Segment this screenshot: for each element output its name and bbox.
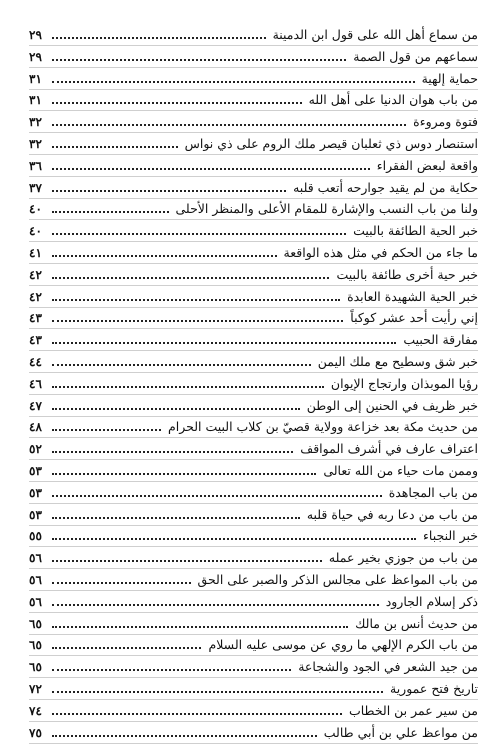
- toc-entry[interactable]: [29, 546, 478, 569]
- toc-entry[interactable]: [29, 677, 478, 700]
- toc-entry-page: ٣٢: [29, 115, 42, 130]
- toc-entry-page: ٣٧: [29, 180, 42, 195]
- dot-leader: [52, 146, 178, 148]
- toc-entry-page: ٤٢: [29, 289, 42, 304]
- dot-leader: [52, 582, 191, 584]
- dot-leader: [52, 560, 322, 562]
- dot-leader: [52, 386, 324, 388]
- toc-entry-title: خبر الحية الشهيدة العابدة: [347, 288, 478, 304]
- toc-entry[interactable]: [29, 263, 478, 286]
- dot-leader: [52, 517, 300, 519]
- toc-entry-page: ٤٣: [29, 333, 42, 348]
- toc-entry-page: ٢٩: [29, 28, 42, 42]
- toc-entry[interactable]: [29, 45, 478, 68]
- toc-entry[interactable]: [29, 350, 478, 373]
- toc-entry-page: ٧٤: [29, 703, 42, 718]
- dot-leader: [52, 735, 317, 737]
- dot-leader: [52, 604, 379, 606]
- toc-entry-page: ٤٣: [29, 311, 42, 326]
- toc-entry-title: خبر حية أخرى طائفة بالبيت: [336, 266, 478, 282]
- toc-entry[interactable]: [29, 633, 478, 656]
- toc-entry-title: ولنا من باب النسب والإشارة للمقام الأعلى والمنظر الأحلى: [175, 201, 478, 217]
- toc-entry-title: رؤيا الموبذان وارتجاج الإيوان: [330, 375, 478, 391]
- toc-entry[interactable]: [29, 67, 478, 90]
- toc-entry-title: إني رأيت أحد عشر كوكباً: [350, 310, 478, 326]
- toc-entry-page: ٣١: [29, 93, 42, 108]
- toc-entry[interactable]: [29, 132, 478, 155]
- toc-entry[interactable]: [29, 394, 478, 417]
- toc-entry[interactable]: [29, 88, 478, 111]
- toc-entry-page: ٤٦: [29, 376, 42, 391]
- toc-entry-page: ٤٠: [29, 202, 42, 217]
- dot-leader: [52, 124, 406, 126]
- toc-entry[interactable]: [29, 655, 478, 678]
- toc-entry-title: ما جاء من الحكم في مثل هذه الواقعة: [283, 245, 478, 260]
- toc-entry-title: من باب من جوزي بخير عمله: [328, 550, 478, 566]
- toc-entry-title: من باب المواعظ على مجالس الذكر والصبر على الحق: [197, 572, 478, 587]
- toc-entry-page: ٦٥: [29, 616, 42, 631]
- dot-leader: [52, 473, 316, 475]
- toc-entry[interactable]: [29, 415, 478, 438]
- dot-leader: [52, 299, 340, 301]
- toc-entry-page: ٥٢: [29, 442, 42, 457]
- dot-leader: [52, 495, 382, 497]
- dot-leader: [52, 320, 343, 322]
- toc-entry[interactable]: [29, 437, 478, 460]
- dot-leader: [52, 408, 300, 410]
- toc-entry-page: ٤٨: [29, 420, 42, 435]
- dot-leader: [52, 255, 277, 257]
- toc-entry[interactable]: [29, 197, 478, 220]
- dot-leader: [52, 81, 415, 83]
- toc-entry-title: حكاية من لم يقيد جوارحه أتعب قلبه: [293, 179, 478, 195]
- toc-entry[interactable]: [29, 481, 478, 504]
- dot-leader: [52, 59, 346, 61]
- toc-entry[interactable]: [29, 699, 478, 722]
- dot-leader: [52, 626, 348, 628]
- toc-entry-title: تاريخ فتح عمورية: [390, 681, 478, 696]
- dot-leader: [52, 647, 201, 649]
- toc-entry-page: ٥٣: [29, 464, 42, 478]
- toc-entry[interactable]: [29, 328, 478, 351]
- dot-leader: [52, 691, 383, 693]
- toc-entry-title: من سير عمر بن الخطاب: [348, 702, 478, 718]
- toc-entry-page: ٣١: [29, 71, 42, 86]
- toc-entry-page: ٥٣: [29, 485, 42, 500]
- toc-entry-title: مفارقة الحبيب: [403, 332, 478, 348]
- dot-leader: [52, 233, 346, 235]
- dot-leader: [52, 669, 291, 671]
- toc-entry-page: ٥٦: [29, 551, 42, 566]
- toc-entry[interactable]: [29, 721, 478, 744]
- toc-entry-title: وممن مات حياء من الله تعالى: [323, 463, 478, 478]
- toc-entry[interactable]: [29, 306, 478, 329]
- toc-entry-title: من سماع أهل الله على قول ابن الدمينة: [272, 27, 478, 42]
- toc-entry-title: من حديث أنس بن مالك: [355, 615, 478, 631]
- toc-entry[interactable]: [29, 176, 478, 199]
- toc-entry-page: ٧٢: [29, 682, 42, 696]
- toc-entry-page: ٥٦: [29, 573, 42, 587]
- dot-leader: [52, 277, 329, 279]
- toc-entry[interactable]: [29, 568, 478, 591]
- toc-entry-page: ٤٢: [29, 267, 42, 282]
- toc-entry-title: استنصار دوس ذي ثعلبان قيصر ملك الروم على ذي نواس: [184, 136, 478, 151]
- toc-entry[interactable]: [29, 241, 478, 264]
- dot-leader: [52, 713, 342, 715]
- dot-leader: [52, 37, 266, 39]
- toc-entry[interactable]: [29, 23, 478, 46]
- toc-entry-page: ٦٥: [29, 638, 42, 653]
- toc-entry-page: ٤١: [29, 246, 42, 260]
- toc-entry-title: من باب المجاهدة: [388, 484, 478, 500]
- toc-entry-title: خبر ظريف في الحنين إلى الوطن: [306, 397, 478, 413]
- toc-entry-page: ٤٧: [29, 398, 42, 413]
- toc-entry-page: ٥٦: [29, 594, 42, 609]
- toc-entry-page: ٧٥: [29, 725, 42, 740]
- toc-entry-title: من باب هوان الدنيا على أهل الله: [308, 92, 478, 108]
- toc-entry[interactable]: [29, 110, 478, 133]
- toc-entry-page: ٥٥: [29, 529, 42, 544]
- toc-entry-page: ٤٤: [29, 355, 42, 369]
- dot-leader: [52, 211, 169, 213]
- dot-leader: [52, 364, 311, 366]
- toc-entry-title: خبر شق وسطيح مع ملك اليمن: [317, 354, 478, 369]
- toc-entry-title: من حديث مكة بعد خزاعة وولاية قصيّ بن كلاب البيت الحرام: [168, 419, 478, 435]
- dot-leader: [52, 538, 416, 540]
- toc-entry[interactable]: [29, 612, 478, 635]
- toc-entry-title: من مواعظ علي بن أبي طالب: [323, 724, 478, 740]
- toc-entry-page: ٤٠: [29, 224, 42, 239]
- toc-entry-title: اعتراف عارف في أشرف المواقف: [300, 441, 478, 457]
- dot-leader: [52, 429, 161, 431]
- toc-entry[interactable]: [29, 372, 478, 395]
- toc-entry[interactable]: [29, 503, 478, 526]
- toc-entry-page: ٦٥: [29, 660, 42, 675]
- dot-leader: [52, 190, 286, 192]
- toc-entry[interactable]: [29, 219, 478, 242]
- toc-entry-title: من باب من دعا ربه في حياة قلبه: [306, 506, 478, 522]
- toc-entry[interactable]: [29, 459, 478, 482]
- toc-entry-title: فتوة ومروءة: [413, 114, 478, 130]
- toc-entry[interactable]: [29, 590, 478, 613]
- dot-leader: [52, 342, 396, 344]
- dot-leader: [52, 168, 370, 170]
- toc-entry-page: ٣٢: [29, 137, 42, 151]
- dot-leader: [52, 451, 293, 453]
- toc-entry-title: من باب الكرم الإلهي ما روي عن موسى عليه السلام: [208, 637, 478, 653]
- toc-entry[interactable]: [29, 154, 478, 177]
- toc-entry-title: خبر النجباء: [423, 528, 478, 544]
- toc-entry-title: واقعة لبعض الفقراء: [376, 157, 478, 173]
- toc-entry-page: ٢٩: [29, 49, 42, 64]
- toc-entry-title: ذكر إسلام الجارود: [385, 593, 478, 609]
- toc-entry-page: ٣٦: [29, 158, 42, 173]
- toc-entry-title: خبر الحية الطائفة بالبيت: [353, 223, 478, 239]
- toc-entry-title: من جيد الشعر في الجود والشجاعة: [298, 659, 478, 675]
- toc-entry[interactable]: [29, 524, 478, 547]
- toc-entry-title: حماية إلهية: [421, 70, 478, 86]
- toc-entry[interactable]: [29, 285, 478, 308]
- dot-leader: [52, 102, 302, 104]
- toc-entry-title: سماعهم من قول الصمة: [353, 48, 478, 64]
- toc-entry-page: ٥٣: [29, 507, 42, 522]
